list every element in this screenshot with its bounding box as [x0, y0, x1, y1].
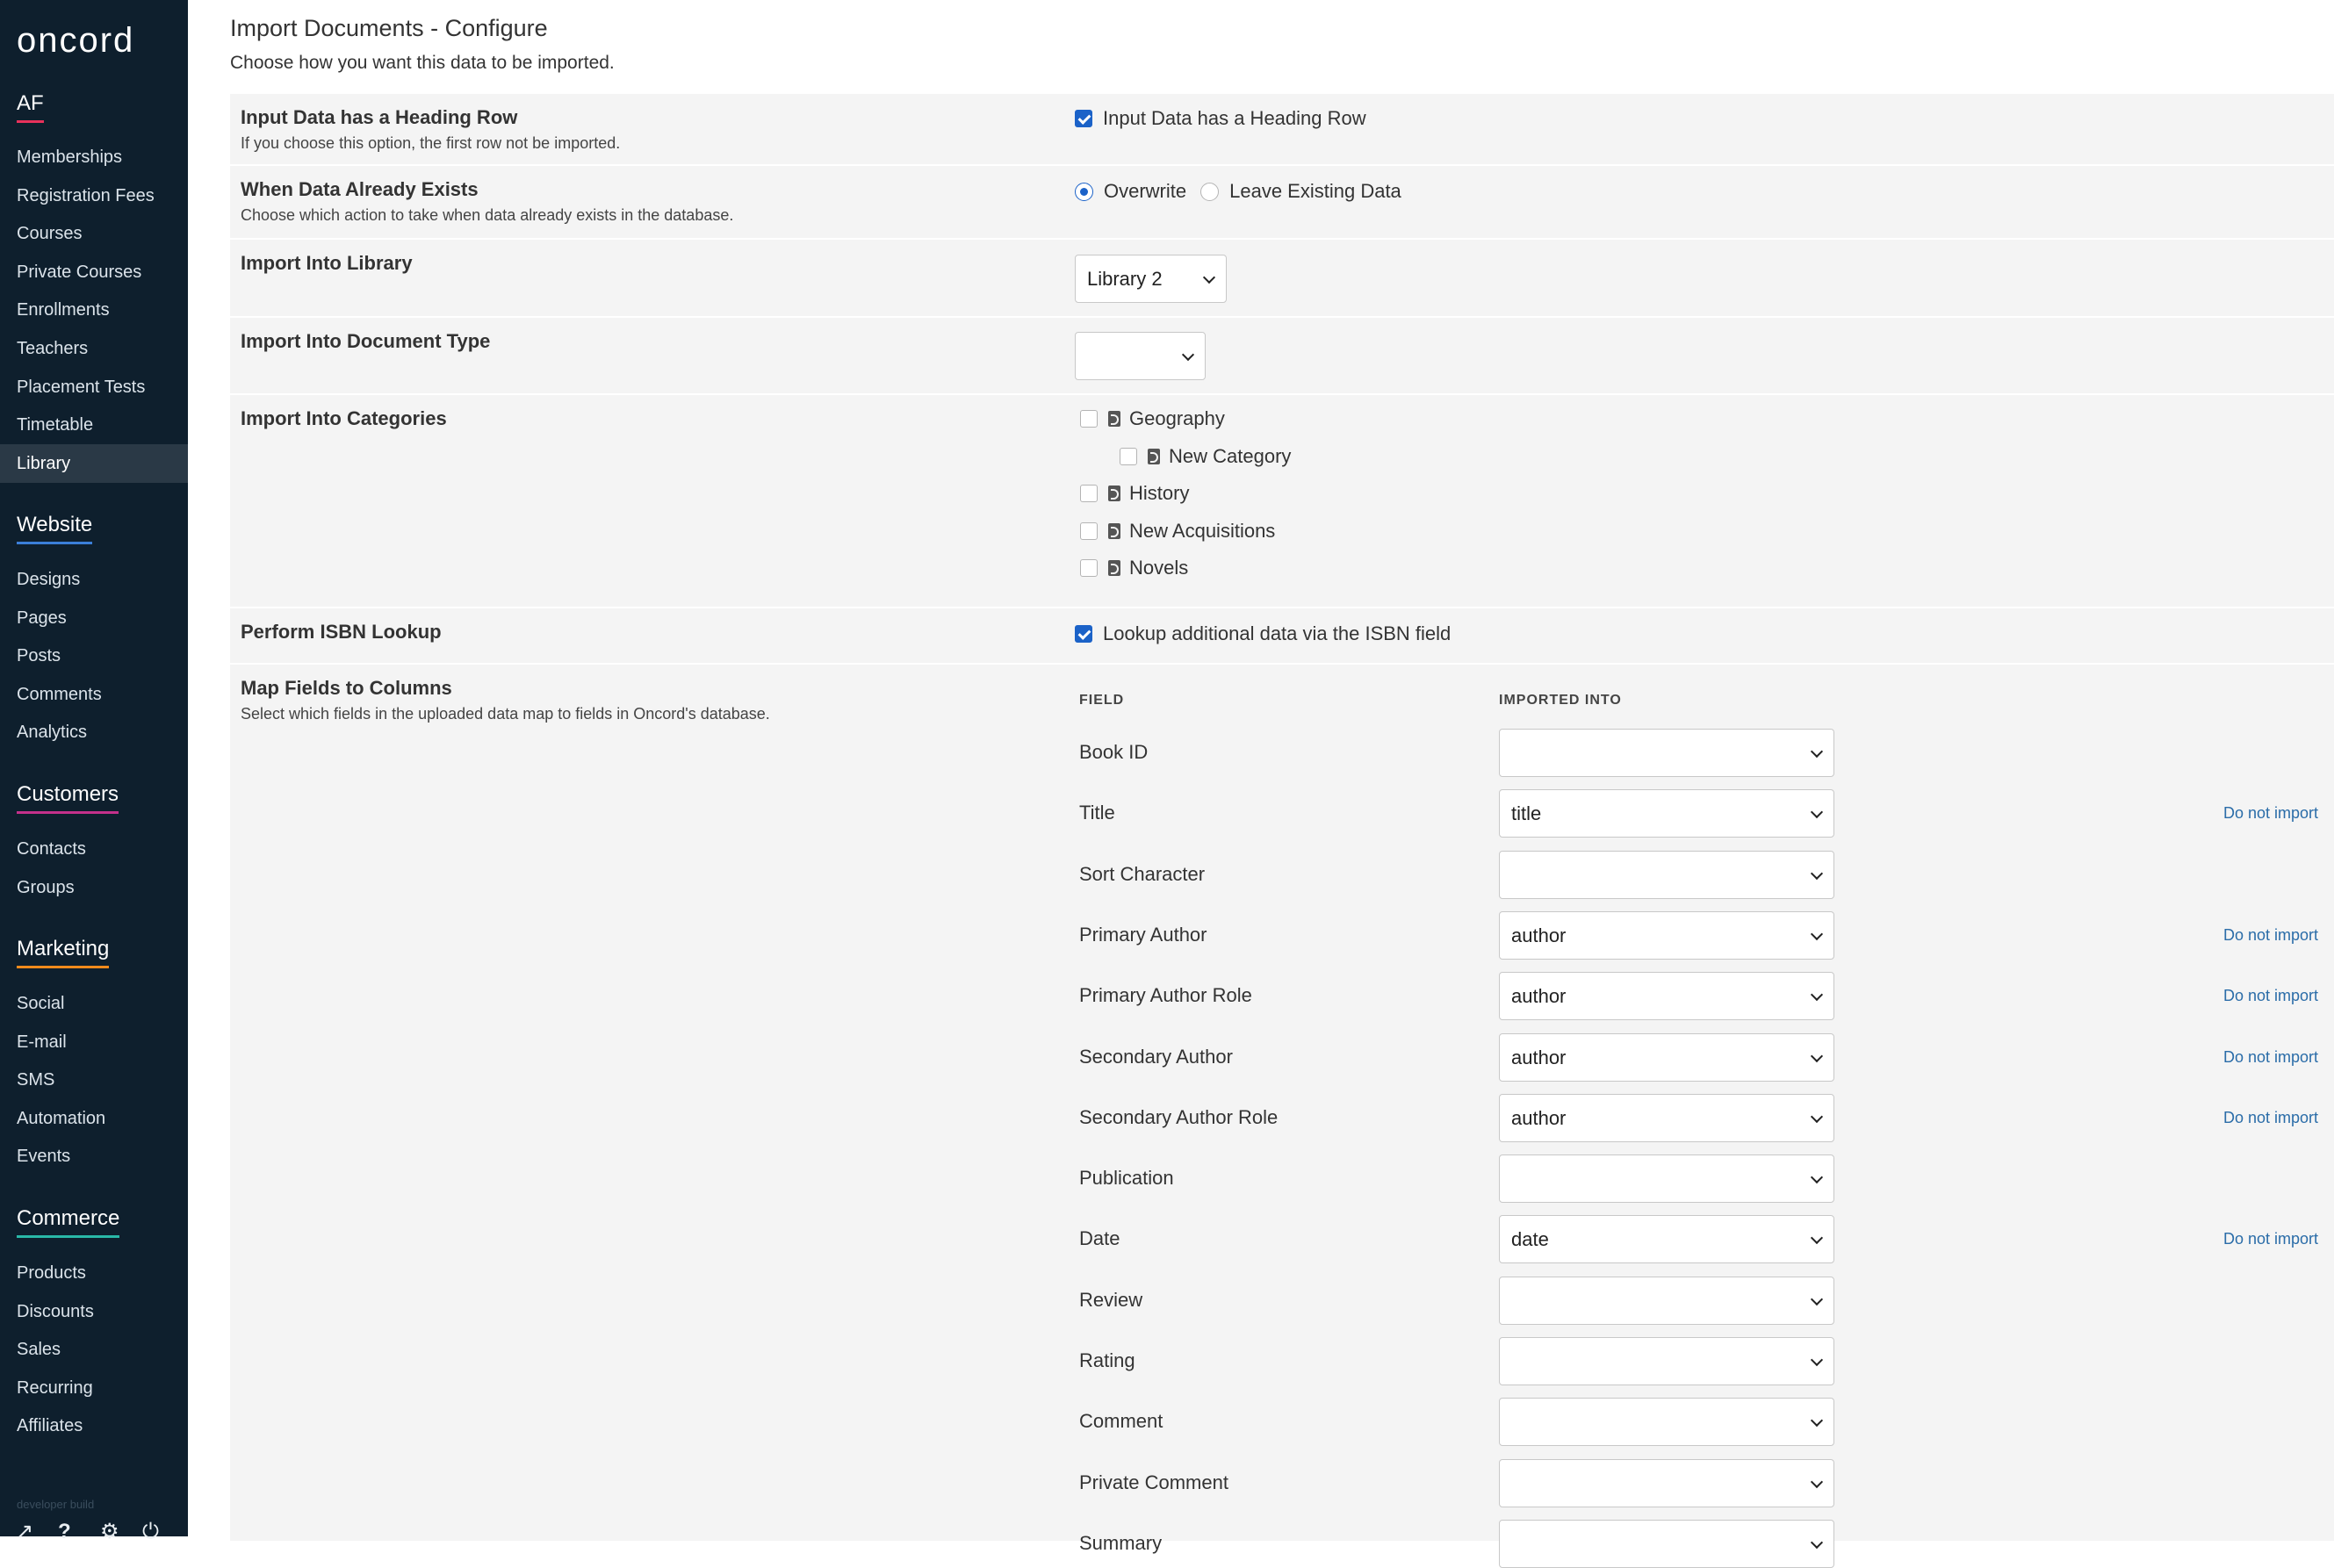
sidebar-section-title: Website — [17, 513, 93, 536]
page-title: Import Documents - Configure — [230, 15, 548, 41]
imported-into-select[interactable] — [1499, 789, 1834, 838]
document-type-setting — [230, 318, 2334, 395]
chevron-down-icon — [1811, 805, 1823, 817]
imported-into-select[interactable] — [1499, 1094, 1834, 1142]
sidebar-item-designs[interactable]: Designs — [17, 570, 81, 589]
sidebar-item-automation[interactable]: Automation — [17, 1109, 106, 1128]
category-item — [1080, 482, 1189, 505]
chevron-down-icon — [1811, 1110, 1823, 1122]
isbn-setting — [230, 608, 2334, 665]
setting-label: Import Into Library — [241, 252, 413, 274]
sidebar-item-sales[interactable]: Sales — [17, 1340, 61, 1359]
overwrite-label: Overwrite — [1104, 180, 1187, 202]
chevron-down-icon — [1811, 1231, 1823, 1243]
field-label: Rating — [1079, 1349, 1135, 1371]
categories-setting — [230, 395, 2334, 608]
sidebar-item-placement-tests[interactable]: Placement Tests — [17, 378, 146, 397]
chevron-down-icon — [1811, 1475, 1823, 1487]
isbn-checkbox-wrap[interactable] — [1075, 622, 1451, 645]
folder-icon — [1108, 411, 1120, 427]
main-content — [188, 0, 2334, 1554]
developer-build-label: developer build — [17, 1498, 95, 1511]
sidebar-item-affiliates[interactable]: Affiliates — [17, 1416, 83, 1435]
category-item — [1120, 445, 1291, 468]
sidebar-footer — [16, 1519, 184, 1545]
imported-into-select[interactable] — [1499, 1033, 1834, 1082]
sidebar-section-customers[interactable] — [17, 782, 119, 814]
leave-existing-radio[interactable] — [1200, 183, 1219, 201]
sidebar-item-enrollments[interactable]: Enrollments — [17, 300, 110, 320]
sidebar-item-timetable[interactable]: Timetable — [17, 415, 94, 435]
field-label: Title — [1079, 802, 1115, 824]
do-not-import-link[interactable]: Do not import — [2223, 1230, 2319, 1248]
sidebar-item-pages[interactable]: Pages — [17, 608, 67, 628]
imported-into-select[interactable] — [1499, 972, 1834, 1020]
do-not-import-link[interactable]: Do not import — [2223, 1109, 2319, 1126]
chevron-down-icon — [1811, 988, 1823, 1000]
sidebar-item-comments[interactable]: Comments — [17, 685, 102, 704]
setting-label: When Data Already Exists — [241, 178, 479, 200]
category-label: New Acquisitions — [1129, 520, 1276, 542]
do-not-import-link[interactable]: Do not import — [2223, 987, 2319, 1004]
page-subtitle: Choose how you want this data to be imported. — [230, 53, 615, 73]
sidebar-item-sms[interactable]: SMS — [17, 1070, 55, 1090]
folder-icon — [1108, 560, 1120, 576]
sidebar — [0, 0, 188, 1543]
sidebar-item-social[interactable]: Social — [17, 994, 65, 1013]
imported-into-select[interactable] — [1499, 1337, 1834, 1385]
chevron-down-icon — [1811, 1170, 1823, 1183]
sidebar-item-events[interactable]: Events — [17, 1147, 71, 1166]
do-not-import-link[interactable]: Do not import — [2223, 926, 2319, 944]
chevron-down-icon — [1811, 1049, 1823, 1061]
imported-into-value: author — [1511, 1106, 1567, 1129]
field-label: Secondary Author — [1079, 1046, 1233, 1068]
external-link-icon[interactable]: ↗ — [16, 1520, 34, 1543]
chevron-down-icon — [1811, 927, 1823, 939]
imported-into-select[interactable] — [1499, 1277, 1834, 1325]
field-label: Private Comment — [1079, 1471, 1228, 1493]
imported-into-column-header: IMPORTED INTO — [1499, 693, 1622, 708]
sidebar-item-groups[interactable]: Groups — [17, 878, 75, 897]
sidebar-item-analytics[interactable]: Analytics — [17, 723, 88, 742]
field-label: Secondary Author Role — [1079, 1106, 1279, 1128]
field-mapping-setting — [230, 665, 2334, 1554]
library-select-value: Library 2 — [1087, 267, 1163, 290]
category-checkbox[interactable] — [1080, 522, 1098, 540]
do-not-import-link[interactable]: Do not import — [2223, 1048, 2319, 1066]
sidebar-item-memberships[interactable]: Memberships — [17, 147, 123, 167]
do-not-import-link[interactable]: Do not import — [2223, 804, 2319, 822]
imported-into-select[interactable] — [1499, 1215, 1834, 1263]
chevron-down-icon — [1203, 270, 1215, 283]
imported-into-select[interactable] — [1499, 851, 1834, 899]
folder-icon — [1148, 449, 1160, 464]
sidebar-section-title: AF — [17, 91, 44, 115]
chevron-down-icon — [1811, 1413, 1823, 1426]
overwrite-radio[interactable] — [1075, 183, 1093, 201]
checkbox-label: Input Data has a Heading Row — [1103, 107, 1366, 129]
setting-label: Import Into Document Type — [241, 330, 491, 352]
chevron-down-icon — [1811, 1292, 1823, 1305]
sidebar-section-af[interactable] — [17, 91, 44, 123]
category-label: Geography — [1129, 407, 1225, 429]
imported-into-select[interactable] — [1499, 729, 1834, 777]
field-label: Sort Character — [1079, 863, 1206, 885]
sidebar-item-recurring[interactable]: Recurring — [17, 1378, 93, 1398]
category-checkbox[interactable] — [1080, 559, 1098, 577]
sidebar-section-title: Marketing — [17, 937, 110, 960]
setting-description: Select which fields in the uploaded data map to fields in Oncord's database. — [241, 705, 770, 723]
imported-into-select[interactable] — [1499, 1154, 1834, 1203]
sidebar-item-discounts[interactable]: Discounts — [17, 1302, 94, 1321]
category-item — [1080, 557, 1188, 579]
leave-existing-label: Leave Existing Data — [1229, 180, 1401, 202]
sidebar-section-commerce[interactable] — [17, 1206, 119, 1238]
section-accent-bar — [17, 542, 92, 544]
folder-icon — [1108, 486, 1120, 501]
category-item — [1080, 520, 1275, 543]
category-label: Novels — [1129, 557, 1189, 579]
sidebar-item-contacts[interactable]: Contacts — [17, 839, 86, 859]
field-label: Book ID — [1079, 741, 1149, 763]
category-checkbox[interactable] — [1080, 485, 1098, 502]
field-column-header: FIELD — [1079, 693, 1125, 708]
category-label: New Category — [1169, 445, 1292, 467]
isbn-lookup-checkbox[interactable] — [1075, 625, 1092, 643]
field-label: Comment — [1079, 1410, 1163, 1432]
setting-label: Map Fields to Columns — [241, 677, 452, 699]
field-label: Date — [1079, 1227, 1120, 1249]
sidebar-item-courses[interactable]: Courses — [17, 224, 83, 243]
heading-row-checkbox[interactable] — [1075, 110, 1092, 127]
imported-into-value: author — [1511, 984, 1567, 1007]
sidebar-item-e-mail[interactable]: E-mail — [17, 1032, 67, 1052]
data-exists-radio-group — [1075, 180, 1401, 203]
sidebar-item-library[interactable]: Library — [0, 444, 188, 483]
help-icon[interactable]: ? — [58, 1520, 71, 1543]
setting-label: Perform ISBN Lookup — [241, 621, 442, 643]
sidebar-section-marketing[interactable] — [17, 937, 109, 968]
sidebar-section-website[interactable] — [17, 513, 92, 544]
sidebar-item-teachers[interactable]: Teachers — [17, 339, 89, 358]
imported-into-select[interactable] — [1499, 911, 1834, 960]
setting-label: Input Data has a Heading Row — [241, 106, 518, 128]
imported-into-value: author — [1511, 924, 1567, 946]
heading-row-setting — [230, 94, 2334, 166]
checkbox-label: Lookup additional data via the ISBN field — [1103, 622, 1452, 644]
section-accent-bar — [17, 1235, 119, 1238]
section-accent-bar — [17, 120, 44, 123]
imported-into-value: author — [1511, 1046, 1567, 1068]
setting-description: Choose which action to take when data already exists in the database. — [241, 206, 734, 224]
library-select[interactable] — [1075, 255, 1227, 303]
sidebar-section-title: Customers — [17, 782, 119, 806]
category-label: History — [1129, 482, 1190, 504]
power-icon[interactable]: ⏻ — [142, 1520, 159, 1543]
chevron-down-icon — [1811, 744, 1823, 757]
imported-into-select[interactable] — [1499, 1520, 1834, 1568]
field-label: Review — [1079, 1289, 1143, 1311]
field-label: Publication — [1079, 1167, 1174, 1189]
setting-label: Import Into Categories — [241, 407, 447, 429]
section-accent-bar — [17, 811, 119, 814]
chevron-down-icon — [1811, 1353, 1823, 1365]
document-type-select[interactable] — [1075, 332, 1206, 380]
sidebar-item-registration-fees[interactable]: Registration Fees — [17, 186, 155, 205]
chevron-down-icon — [1811, 867, 1823, 879]
field-label: Primary Author Role — [1079, 984, 1252, 1006]
imported-into-select[interactable] — [1499, 1459, 1834, 1507]
chevron-down-icon — [1811, 1536, 1823, 1548]
gear-icon[interactable]: ⚙ — [100, 1520, 119, 1543]
library-setting — [230, 240, 2334, 318]
sidebar-item-private-courses[interactable]: Private Courses — [17, 263, 142, 282]
sidebar-section-title: Commerce — [17, 1206, 120, 1230]
folder-icon — [1108, 523, 1120, 539]
section-accent-bar — [17, 966, 109, 968]
oncord-logo[interactable]: oncord — [17, 21, 135, 60]
heading-row-checkbox-wrap[interactable] — [1075, 107, 1366, 130]
field-label: Summary — [1079, 1532, 1163, 1554]
category-item — [1080, 407, 1225, 430]
sidebar-item-products[interactable]: Products — [17, 1263, 86, 1283]
category-checkbox[interactable] — [1120, 448, 1137, 465]
imported-into-value: date — [1511, 1227, 1549, 1250]
category-checkbox[interactable] — [1080, 410, 1098, 428]
sidebar-item-posts[interactable]: Posts — [17, 646, 61, 665]
field-label: Primary Author — [1079, 924, 1207, 946]
chevron-down-icon — [1182, 348, 1194, 360]
imported-into-value: title — [1511, 802, 1542, 824]
imported-into-select[interactable] — [1499, 1398, 1834, 1446]
data-exists-setting — [230, 166, 2334, 240]
setting-description: If you choose this option, the first row not be imported. — [241, 134, 621, 152]
